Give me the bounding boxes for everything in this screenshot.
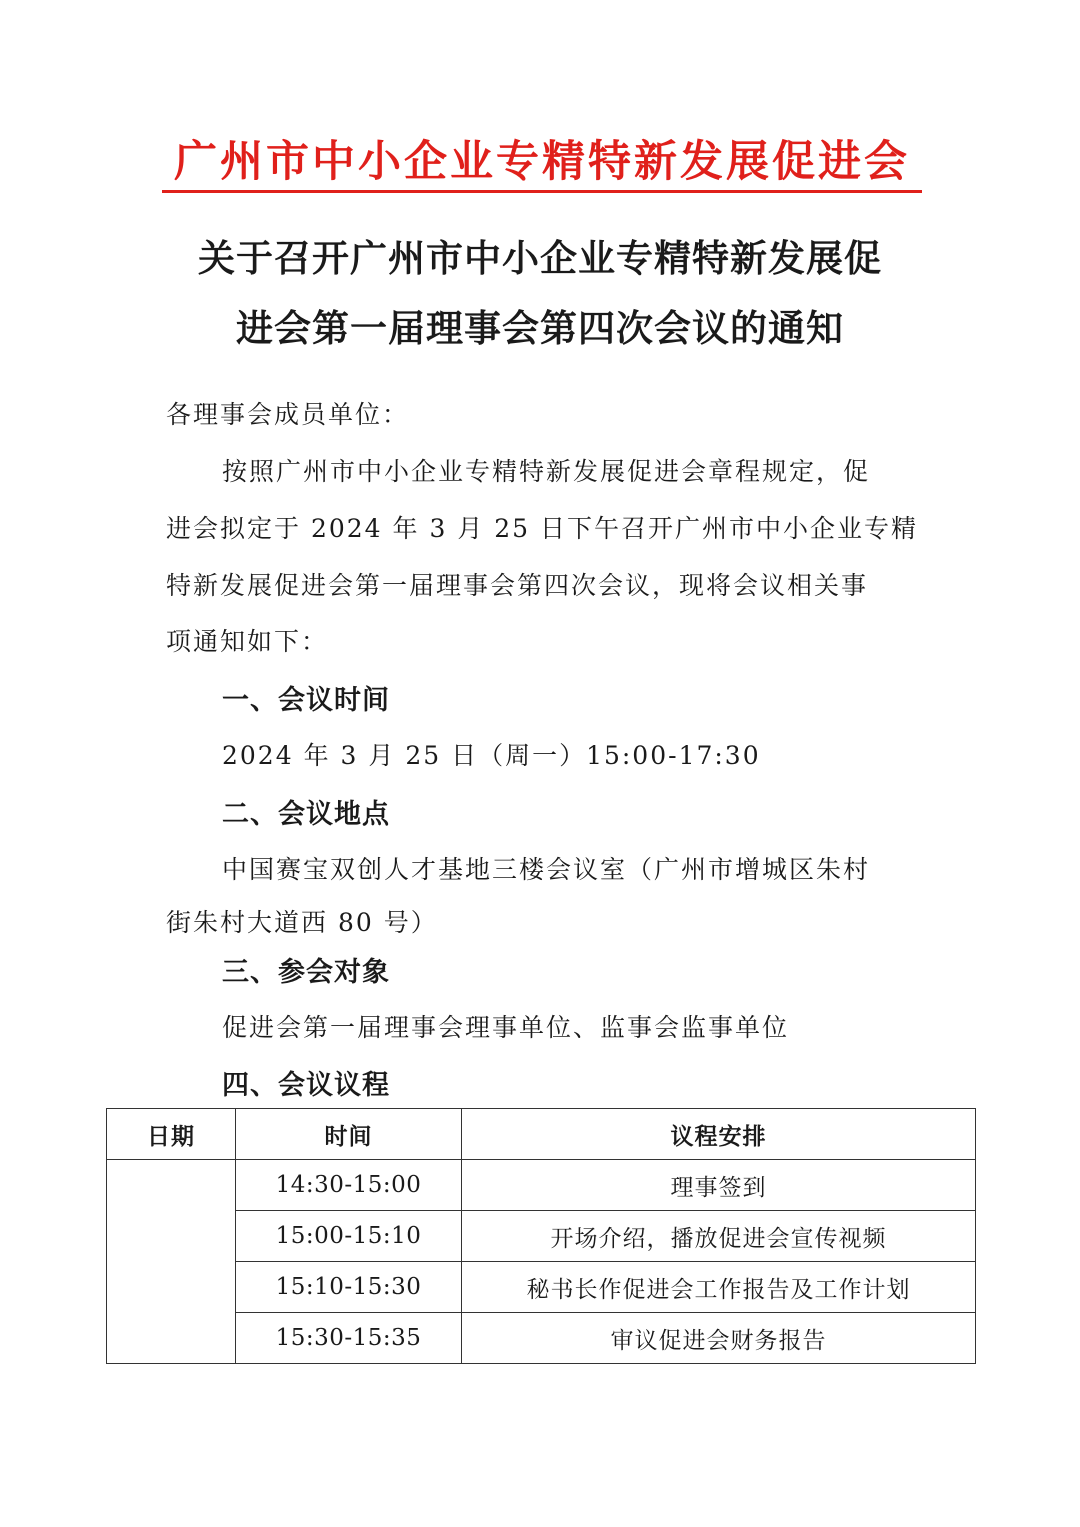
intro-line-4: 项通知如下： [166,627,329,656]
date-cell [107,1160,236,1364]
table-row [107,1262,976,1313]
document-title-line-1: 关于召开广州市中小企业专精特新发展促 [198,237,882,280]
item-cell: 理事签到 [462,1160,976,1211]
section-heading-agenda: 四、会议议程 [222,1070,390,1101]
section-heading-attendees: 三、参会对象 [222,957,390,988]
time-cell: 15:00-15:10 [236,1211,462,1262]
header-date: 日期 [107,1109,236,1160]
header-item: 议程安排 [462,1109,976,1160]
table-row [107,1313,976,1364]
intro-line-2: 进会拟定于 2024 年 3 月 25 日下午召开广州市中小企业专精 [166,514,919,543]
table-row [107,1160,976,1211]
document-title-line-2: 进会第一届理事会第四次会议的通知 [236,307,844,350]
section-heading-time: 一、会议时间 [222,685,390,716]
section-text-attendees: 促进会第一届理事会理事单位、监事会监事单位 [222,1013,790,1042]
agenda-header-row [107,1109,976,1160]
section-text-location-2: 街朱村大道西 80 号） [166,908,438,937]
salutation: 各理事会成员单位： [166,400,410,429]
item-cell: 秘书长作促进会工作报告及工作计划 [462,1262,976,1313]
item-cell: 审议促进会财务报告 [462,1313,976,1364]
section-heading-location: 二、会议地点 [222,799,390,830]
table-row [107,1211,976,1262]
header-time: 时间 [236,1109,462,1160]
time-cell: 15:30-15:35 [236,1313,462,1364]
time-cell: 15:10-15:30 [236,1262,462,1313]
intro-line-1: 按照广州市中小企业专精特新发展促进会章程规定，促 [222,457,871,486]
intro-line-3: 特新发展促进会第一届理事会第四次会议，现将会议相关事 [166,571,869,600]
item-cell: 开场介绍，播放促进会宣传视频 [462,1211,976,1262]
header-red-rule [162,190,922,193]
section-text-location-1: 中国赛宝双创人才基地三楼会议室（广州市增城区朱村 [222,855,871,884]
organization-title: 广州市中小企业专精特新发展促进会 [174,137,910,187]
agenda-table [106,1108,976,1364]
time-cell: 14:30-15:00 [236,1160,462,1211]
section-text-time: 2024 年 3 月 25 日（周一）15:00-17:30 [222,741,761,770]
